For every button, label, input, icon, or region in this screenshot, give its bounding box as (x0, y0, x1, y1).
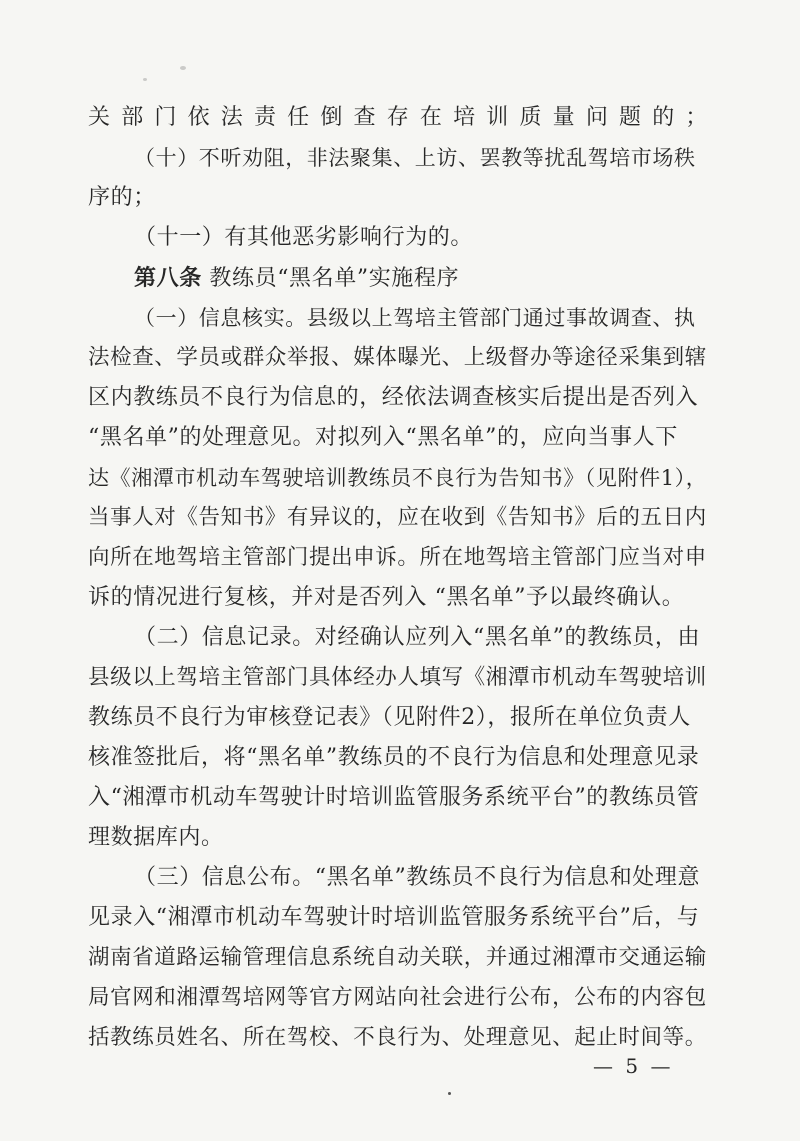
page-number: — 5 — (593, 1054, 674, 1078)
text-line: 序的； (88, 185, 156, 210)
text-line: 县级以上驾培主管部门具体经办人填写《湘潭市机动车驾驶培训 (88, 665, 707, 690)
text-line: （三）信息公布。“黑名单”教练员不良行为信息和处理意 (134, 865, 701, 890)
article-heading (88, 258, 708, 298)
scan-speck (143, 78, 147, 81)
text-line: 诉的情况进行复核，并对是否列入 “黑名单”予以最终确认。 (88, 585, 685, 610)
text-line: 区内教练员不良行为信息的，经依法调查核实后提出是否列入 (88, 385, 699, 410)
article-title: 教练员“黑名单”实施程序 (209, 266, 460, 291)
text-line: （十）不听劝阻，非法聚集、上访、罢教等扰乱驾培市场秩 (134, 146, 696, 170)
text-line: 关部门依法责任倒查存在培训质量问题的； (88, 105, 708, 130)
text-line: 见录入“湘潭市机动车驾驶计时培训监管服务系统平台”后，与 (88, 905, 700, 930)
text-line: （十一）有其他恶劣影响行为的。 (134, 225, 474, 250)
scan-speck (180, 66, 186, 70)
scan-speck (448, 1092, 451, 1095)
text-line: 入“湘潭市机动车驾驶计时培训监管服务系统平台”的教练员管 (88, 785, 700, 810)
text-line: （二）信息记录。对经确认应列入“黑名单”的教练员，由 (134, 625, 701, 650)
article-number: 第八条 (134, 265, 202, 291)
document-body (88, 98, 708, 1058)
text-line: 法检查、学员或群众举报、媒体曝光、上级督办等途径采集到辖 (88, 345, 707, 370)
text-line: 湖南省道路运输管理信息系统自动关联，并通过湘潭市交通运输 (88, 945, 707, 970)
text-line: “黑名单”的处理意见。对拟列入“黑名单”的，应向当事人下 (88, 425, 678, 450)
text-line: 当事人对《告知书》有异议的，应在收到《告知书》后的五日内 (88, 505, 707, 530)
text-line: 局官网和湘潭驾培网等官方网站向社会进行公布，公布的内容包 (88, 985, 707, 1010)
text-line: 向所在地驾培主管部门提出申诉。所在地驾培主管部门应当对申 (88, 545, 707, 570)
text-line: （一）信息核实。县级以上驾培主管部门通过事故调查、执 (134, 306, 696, 330)
text-line: 达《湘潭市机动车驾驶培训教练员不良行为告知书》（见附件1）， (88, 466, 708, 490)
text-line: 核准签批后，将“黑名单”教练员的不良行为信息和处理意见录 (88, 745, 700, 770)
text-line: 括教练员姓名、所在驾校、不良行为、处理意见、起止时间等。 (88, 1025, 707, 1050)
text-line: 教练员不良行为审核登记表》（见附件2），报所在单位负责人 (88, 705, 691, 730)
text-line: 理数据库内。 (88, 825, 224, 850)
